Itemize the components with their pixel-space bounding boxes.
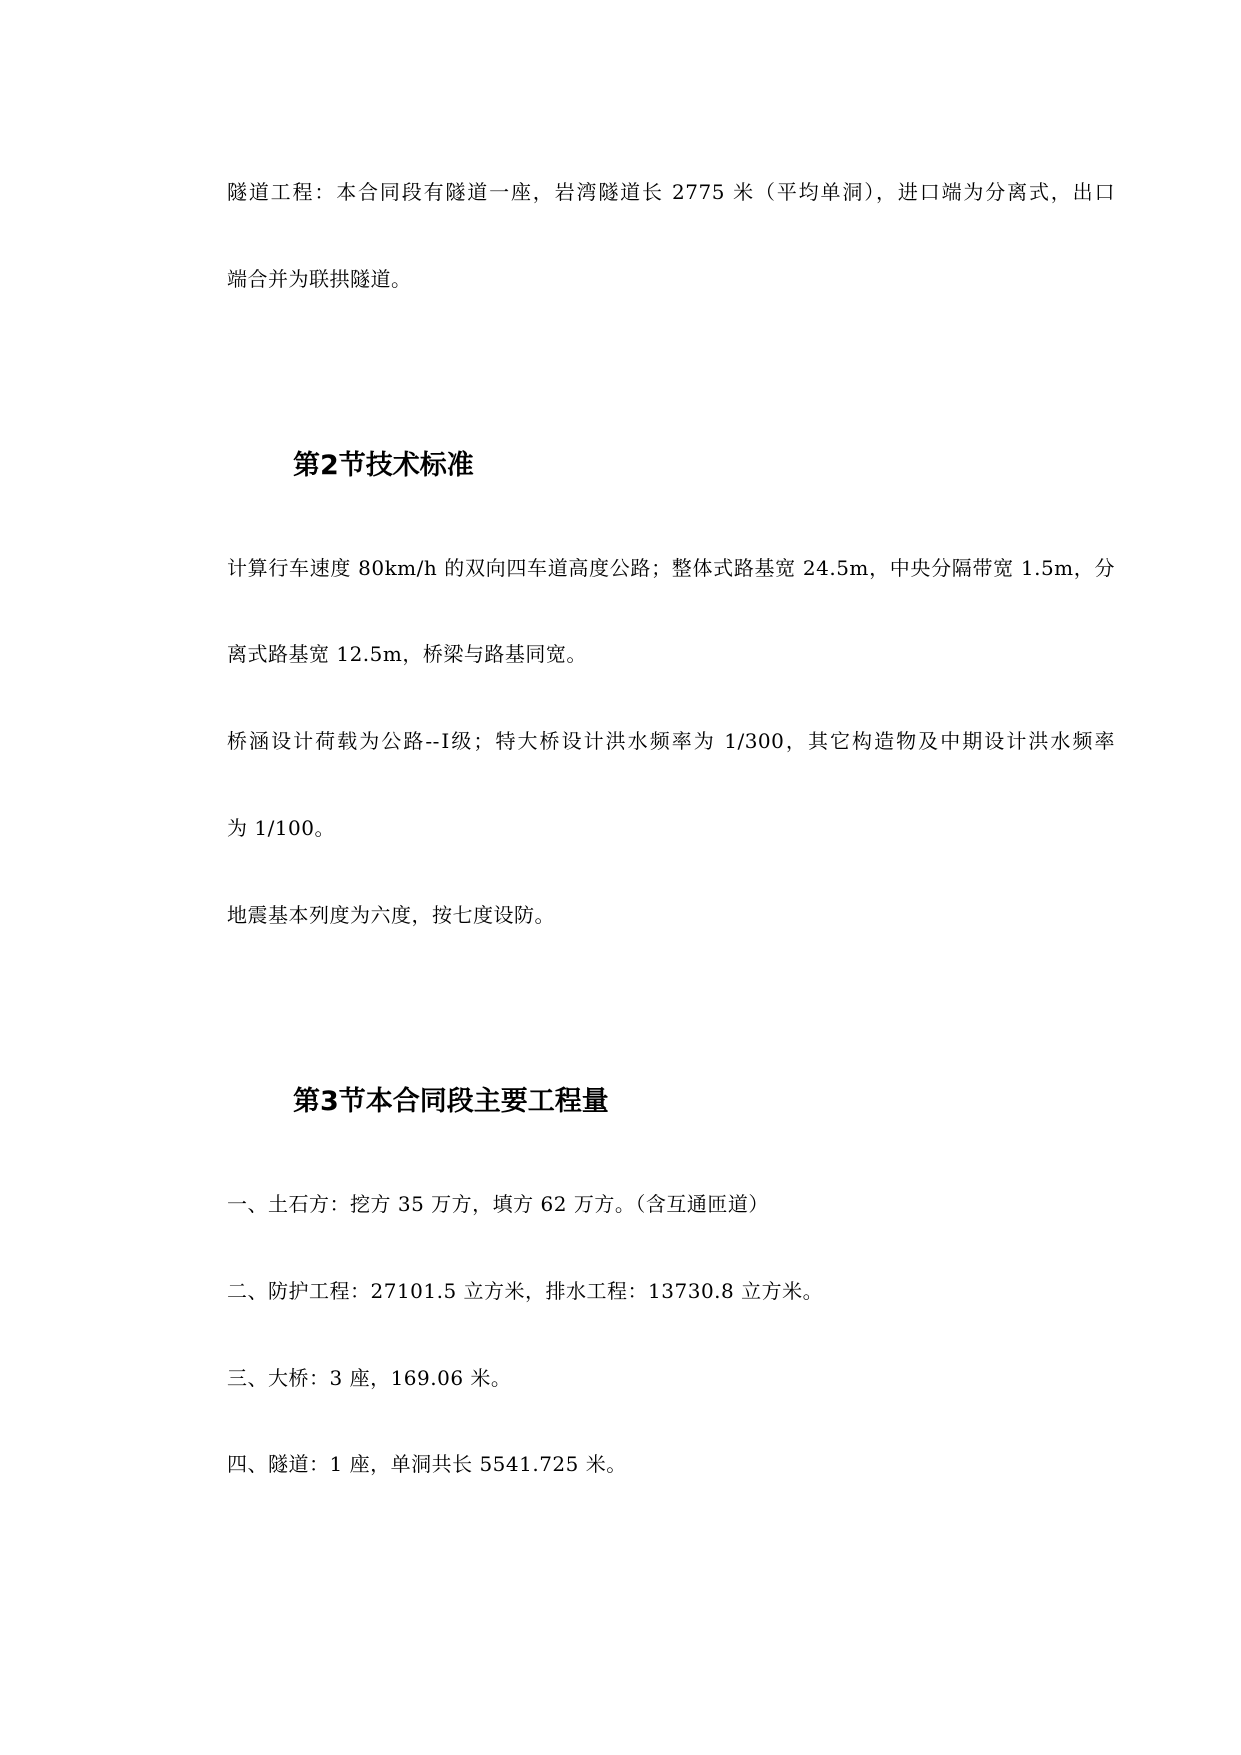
load-paragraph-line-2: 为 1/100。 (227, 816, 335, 840)
tunnel-paragraph-line-1: 隧道工程：本合同段有隧道一座，岩湾隧道长 2775 米（平均单洞），进口端为分离式，出口 (227, 180, 1115, 204)
seismic-paragraph: 地震基本列度为六度，按七度设防。 (227, 903, 555, 927)
quantity-item-bridge: 三、大桥：3 座，169.06 米。 (227, 1366, 512, 1390)
quantity-item-earthwork: 一、土石方：挖方 35 万方，填方 62 万方。（含互通匝道） (227, 1192, 769, 1216)
load-paragraph-line-1: 桥涵设计荷载为公路--Ⅰ级；特大桥设计洪水频率为 1/300，其它构造物及中期设计洪水频率 (227, 729, 1115, 753)
section-3-heading: 第3节本合同段主要工程量 (293, 1086, 609, 1117)
quantity-item-protection: 二、防护工程：27101.5 立方米，排水工程：13730.8 立方米。 (227, 1279, 824, 1303)
tunnel-paragraph-line-2: 端合并为联拱隧道。 (227, 267, 412, 291)
speed-paragraph-line-1: 计算行车速度 80km/h 的双向四车道高度公路；整体式路基宽 24.5m，中央分隔带宽 1.5m，分 (227, 556, 1115, 580)
section-2-heading: 第2节技术标准 (293, 450, 474, 481)
speed-paragraph-line-2: 离式路基宽 12.5m，桥梁与路基同宽。 (227, 642, 587, 666)
quantity-item-tunnel: 四、隧道：1 座，单洞共长 5541.725 米。 (227, 1452, 627, 1476)
